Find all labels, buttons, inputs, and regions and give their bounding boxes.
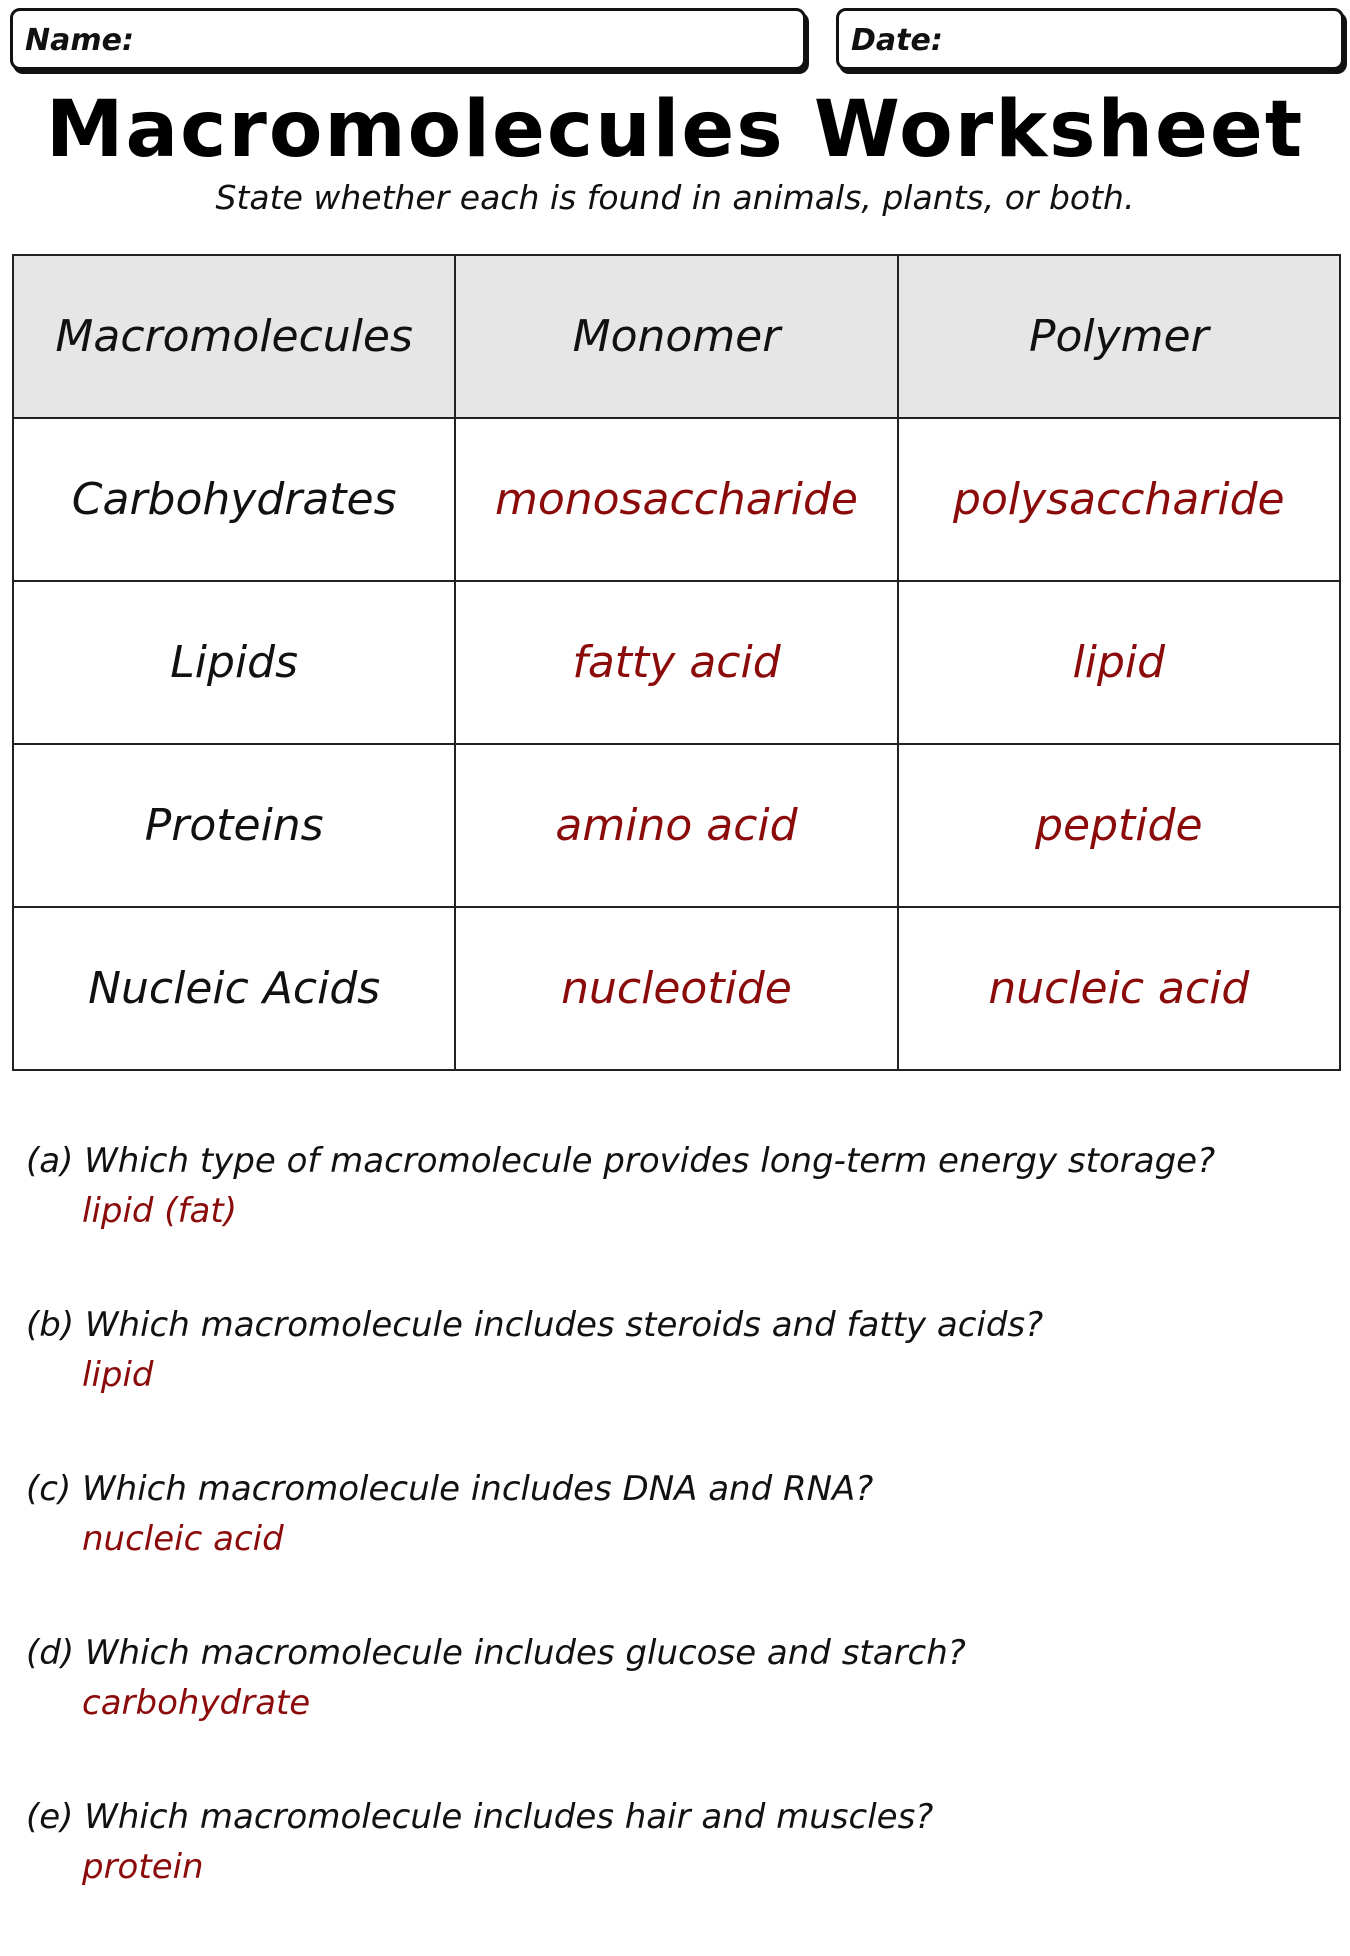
question-answer: lipid (fat) — [82, 1191, 237, 1231]
header-polymer: Polymer — [898, 255, 1340, 418]
macromolecule-cell: Carbohydrates — [13, 418, 455, 581]
macromolecule-cell: Lipids — [13, 581, 455, 744]
table-header-row — [13, 255, 1340, 418]
monomer-answer-cell: nucleotide — [455, 907, 897, 1070]
question-list — [26, 1136, 1326, 1956]
name-field[interactable] — [10, 8, 806, 70]
question-text: (a) Which type of macromolecule provides long-term energy storage? — [26, 1141, 1216, 1181]
date-field[interactable] — [836, 8, 1344, 70]
question-answer: lipid — [82, 1355, 154, 1395]
table-row — [13, 744, 1340, 907]
question-text: (c) Which macromolecule includes DNA and RNA? — [26, 1469, 874, 1509]
question-text: (d) Which macromolecule includes glucose and starch? — [26, 1633, 966, 1673]
question-item — [26, 1136, 1326, 1300]
question-answer: nucleic acid — [82, 1519, 284, 1559]
header-macromolecules: Macromolecules — [13, 255, 455, 418]
polymer-answer-cell: nucleic acid — [898, 907, 1340, 1070]
question-item — [26, 1464, 1326, 1628]
worksheet-instructions: State whether each is found in animals, plants, or both. — [215, 178, 1135, 217]
question-item — [26, 1628, 1326, 1792]
monomer-answer-cell: amino acid — [455, 744, 897, 907]
question-text: (e) Which macromolecule includes hair and muscles? — [26, 1797, 934, 1837]
polymer-answer-cell: peptide — [898, 744, 1340, 907]
question-text: (b) Which macromolecule includes steroids and fatty acids? — [26, 1305, 1044, 1345]
monomer-answer-cell: monosaccharide — [455, 418, 897, 581]
table-row — [13, 418, 1340, 581]
macromolecule-cell: Proteins — [13, 744, 455, 907]
macromolecule-cell: Nucleic Acids — [13, 907, 455, 1070]
header-monomer: Monomer — [455, 255, 897, 418]
worksheet-title: Macromolecules Worksheet — [45, 85, 1305, 175]
date-label: Date: — [851, 23, 943, 58]
polymer-answer-cell: lipid — [898, 581, 1340, 744]
polymer-answer-cell: polysaccharide — [898, 418, 1340, 581]
table-row — [13, 907, 1340, 1070]
question-item — [26, 1792, 1326, 1956]
name-label: Name: — [25, 23, 134, 58]
question-answer: protein — [82, 1847, 204, 1887]
macromolecule-table — [12, 254, 1341, 1071]
table-row — [13, 581, 1340, 744]
question-answer: carbohydrate — [82, 1683, 311, 1723]
monomer-answer-cell: fatty acid — [455, 581, 897, 744]
question-item — [26, 1300, 1326, 1464]
